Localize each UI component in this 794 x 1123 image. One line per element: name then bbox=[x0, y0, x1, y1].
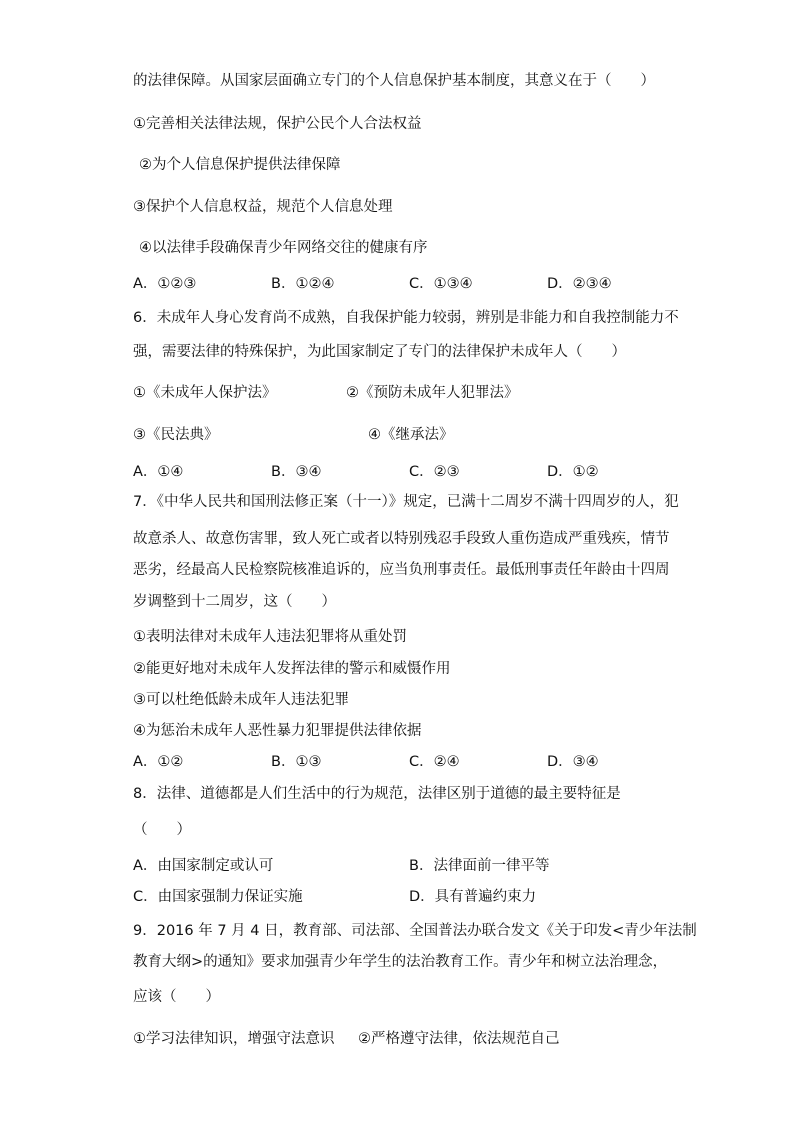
q6-stem-2: 强，需要法律的特殊保护，为此国家制定了专门的法律保护未成年人（ ） bbox=[133, 344, 626, 360]
q6-option-c[interactable]: C．②③ bbox=[409, 464, 460, 480]
q5-option-c[interactable]: C．①③④ bbox=[409, 276, 473, 292]
q7-statement-4: ④为惩治未成年人恶性暴力犯罪提供法律依据 bbox=[133, 723, 422, 739]
q7-statement-2: ②能更好地对未成年人发挥法律的警示和威慑作用 bbox=[133, 661, 451, 677]
q7-option-c[interactable]: C．②④ bbox=[409, 754, 460, 770]
q9-statement-1: ①学习法律知识，增强守法意识 bbox=[133, 1031, 335, 1047]
q8-stem-2: （ ） bbox=[133, 822, 191, 838]
q7-statement-1: ①表明法律对未成年人违法犯罪将从重处罚 bbox=[133, 629, 407, 645]
q6-statement-3: ③《民法典》 bbox=[133, 427, 219, 443]
q6-statement-4: ④《继承法》 bbox=[368, 427, 454, 443]
q6-statement-2: ②《预防未成年人犯罪法》 bbox=[346, 385, 519, 401]
q7-stem-1: 7．《中华人民共和国刑法修正案（十一）》规定，已满十二周岁不满十四周岁的人，犯 bbox=[133, 494, 679, 510]
q5-statement-3: ③保护个人信息权益，规范个人信息处理 bbox=[133, 199, 393, 215]
q5-statement-1: ①完善相关法律法规，保护公民个人合法权益 bbox=[133, 116, 422, 132]
q7-stem-2: 故意杀人、故意伤害罪，致人死亡或者以特别残忍手段致人重伤造成严重残疾，情节 bbox=[133, 531, 670, 547]
q7-option-b[interactable]: B．①③ bbox=[271, 754, 322, 770]
q8-option-a[interactable]: A．由国家制定或认可 bbox=[133, 858, 274, 874]
q5-statement-4: ④以法律手段确保青少年网络交往的健康有序 bbox=[139, 240, 428, 256]
q9-stem-1: 9．2016 年 7 月 4 日，教育部、司法部、全国普法办联合发文《关于印发<青少年法制 bbox=[133, 923, 697, 939]
q7-statement-3: ③可以杜绝低龄未成年人违法犯罪 bbox=[133, 692, 349, 708]
q8-option-d[interactable]: D．具有普遍约束力 bbox=[409, 889, 537, 905]
q8-stem-1: 8．法律、道德都是人们生活中的行为规范，法律区别于道德的最主要特征是 bbox=[133, 786, 621, 802]
q5-option-a[interactable]: A．①②③ bbox=[133, 276, 197, 292]
q6-statement-1: ①《未成年人保护法》 bbox=[133, 385, 277, 401]
q7-option-d[interactable]: D．③④ bbox=[547, 754, 599, 770]
q6-stem-1: 6．未成年人身心发育尚不成熟，自我保护能力较弱，辨别是非能力和自我控制能力不 bbox=[133, 310, 679, 326]
q5-option-b[interactable]: B．①②④ bbox=[271, 276, 335, 292]
q7-option-a[interactable]: A．①② bbox=[133, 754, 184, 770]
q6-option-a[interactable]: A．①④ bbox=[133, 464, 184, 480]
q6-option-d[interactable]: D．①② bbox=[547, 464, 599, 480]
q9-stem-2: 教育大纲>的通知》要求加强青少年学生的法治教育工作。青少年和树立法治理念， bbox=[133, 954, 668, 970]
q6-option-b[interactable]: B．③④ bbox=[271, 464, 322, 480]
q7-stem-3: 恶劣，经最高人民检察院核准追诉的，应当负刑事责任。最低刑事责任年龄由十四周 bbox=[133, 562, 670, 578]
q9-statement-2: ②严格遵守法律，依法规范自己 bbox=[358, 1031, 560, 1047]
q8-option-c[interactable]: C．由国家强制力保证实施 bbox=[133, 889, 303, 905]
q5-option-d[interactable]: D．②③④ bbox=[547, 276, 612, 292]
q8-option-b[interactable]: B．法律面前一律平等 bbox=[409, 858, 550, 874]
q5-statement-2: ②为个人信息保护提供法律保障 bbox=[139, 157, 341, 173]
q9-stem-3: 应该（ ） bbox=[133, 989, 220, 1005]
q5-stem-tail: 的法律保障。从国家层面确立专门的个人信息保护基本制度，其意义在于（ ） bbox=[133, 73, 655, 89]
q7-stem-4: 岁调整到十二周岁，这（ ） bbox=[133, 594, 336, 610]
